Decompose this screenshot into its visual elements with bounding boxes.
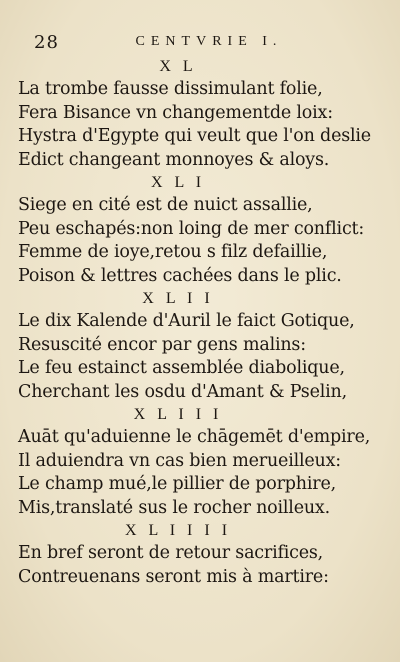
verse-line: Mis,translaté sus le rocher noilleux. [18, 497, 330, 518]
stanza-number: X L I I I I [124, 522, 232, 539]
page-number: 28 [34, 32, 59, 53]
stanza [18, 404, 388, 520]
stanza-number: X L I I [142, 290, 214, 307]
verse-line: Fera Bisance vn changementde loix: [18, 102, 333, 123]
verse-line: Siege en cité est de nuict assallie, [18, 195, 313, 215]
verse-text [18, 56, 388, 589]
verse-line: En bref seront de retour sacrifices, [18, 543, 324, 563]
stanza [18, 56, 388, 172]
stanza-number: X L [159, 58, 197, 75]
verse-line: Le champ mué,le pillier de porphire, [18, 474, 336, 494]
verse-line: Auāt qu'aduienne le chāgemēt d'empire, [18, 427, 371, 447]
running-head: CENTVRIE I. [135, 34, 283, 49]
stanza [18, 172, 388, 288]
stanza [18, 520, 388, 589]
verse-line: Peu eschapés:non loing de mer conflict: [18, 218, 365, 239]
verse-line: Contreuenans seront mis à martire: [18, 566, 329, 587]
verse-line: Poison & lettres cachées dans le plic. [18, 265, 342, 286]
page-header [34, 32, 354, 54]
verse-line: Edict changeant monnoyes & aloys. [18, 149, 330, 170]
stanza-number: X L I [150, 174, 206, 191]
stanza [18, 288, 388, 404]
verse-line: Le feu estainct assemblée diabolique, [18, 358, 345, 378]
verse-line: Cherchant les osdu d'Amant & Pselin, [18, 381, 347, 402]
verse-line: La trombe fausse dissimulant folie, [18, 79, 323, 99]
verse-line: Femme de ioye,retou s filz defaillie, [18, 242, 328, 262]
verse-line: Resuscité encor par gens malins: [18, 334, 306, 355]
stanza-number: X L I I I [133, 406, 223, 423]
verse-line: Hystra d'Egypte qui veult que l'on deslie [18, 126, 371, 146]
verse-line: Le dix Kalende d'Auril le faict Gotique, [18, 311, 355, 331]
verse-line: Il aduiendra vn cas bien merueilleux: [18, 450, 341, 471]
